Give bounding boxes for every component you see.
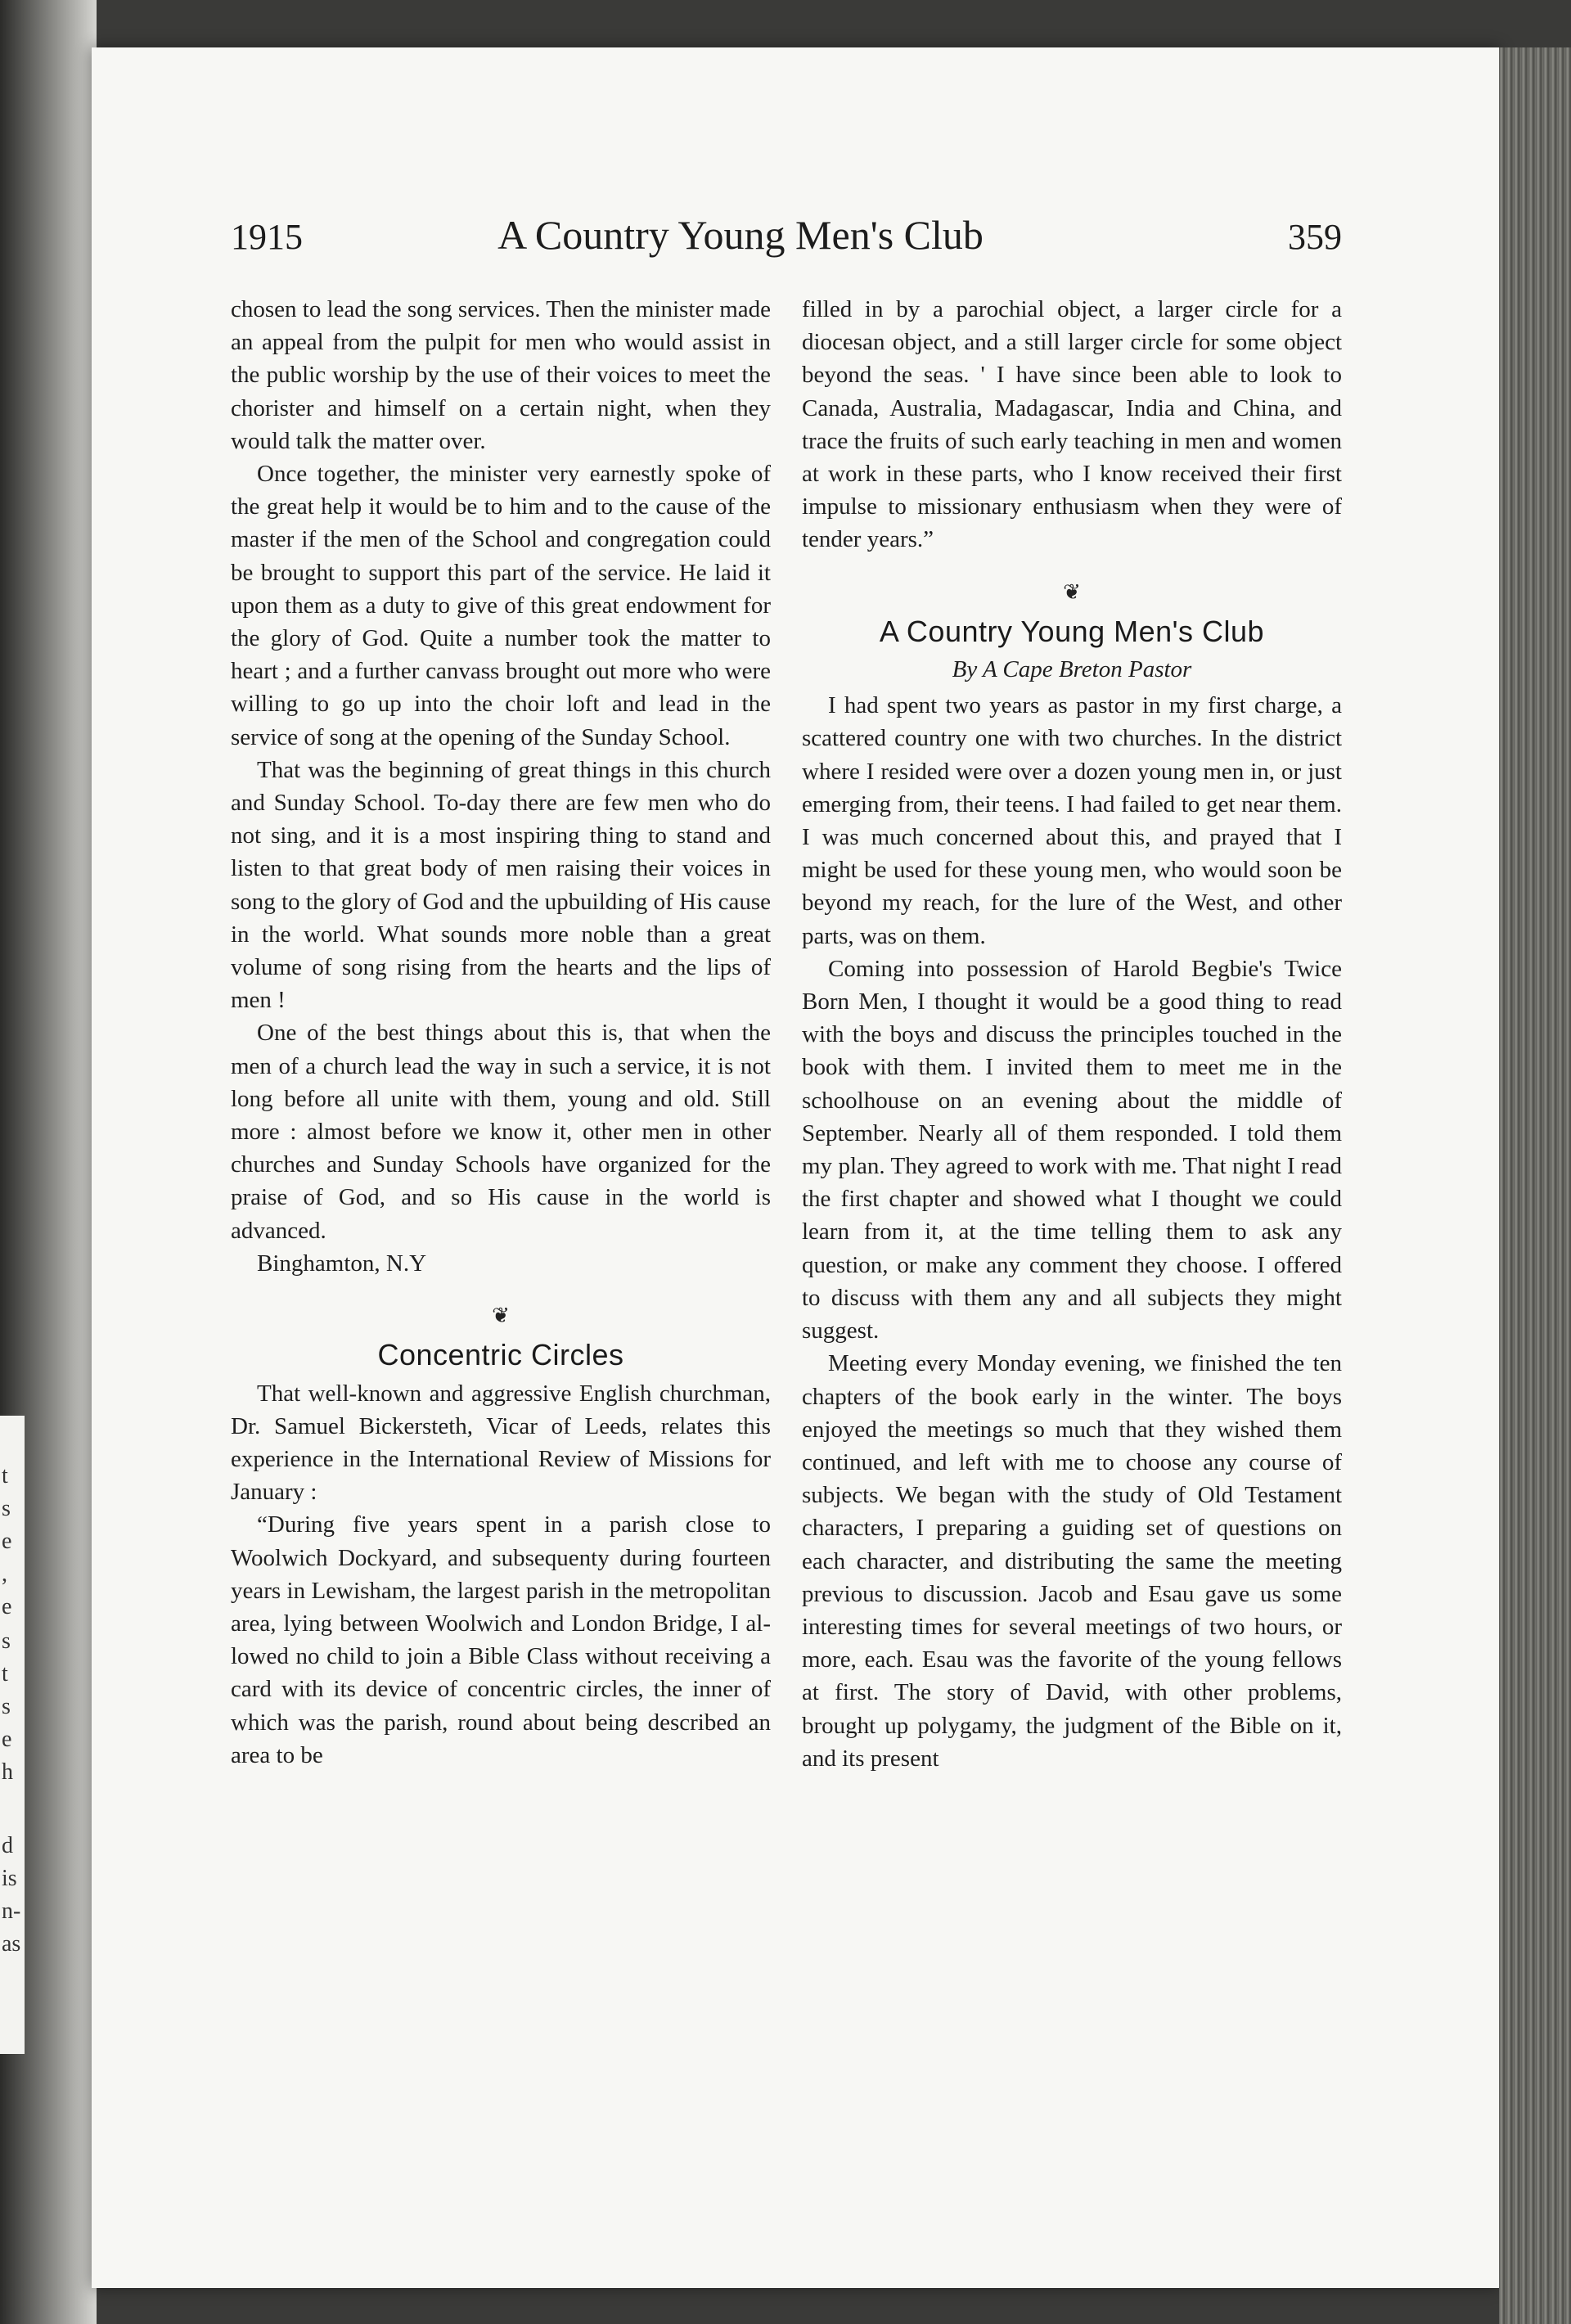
paragraph: Coming into possession of Harold Begbie's Twice Born Men, I thought it would be a good thing to read with the boys and discuss the principles touched in the book with them. I invited them to meet me in the schoolhouse on an evening about the middle of September. Nearly all of them responded. I told them my plan. They agreed to work with me. That night I read the first chapter and showed what I thought we could learn from it, at the time telling them to ask any question, or make any comment they choose. I offered to discuss with them any and all subjects they might suggest. [802, 955, 1342, 1344]
section-title: Concentric Circles [377, 1338, 624, 1372]
right-column [802, 293, 1342, 1775]
running-head-year: 1915 [231, 217, 303, 257]
paragraph: I had spent two years as pastor in my first charge, a scattered country one with two churches. In the district where I resided were over a dozen young men in, or just emerging from, their teens. I had failed to get near them. I was much concerned about this, and prayed that I might be used for these young men, who would soon be beyond my reach, for the lure of the West, and other parts, was on them. [802, 692, 1342, 949]
edge-fragment: e [2, 1594, 12, 1619]
section-title: A Country Young Men's Club [879, 614, 1265, 648]
edge-fragment: s [2, 1694, 11, 1719]
edge-fragment: d [2, 1833, 13, 1858]
book-page-stack-edge [1499, 47, 1571, 2324]
edge-fragment: n- [2, 1898, 21, 1924]
paragraph: chosen to lead the song services. Then the minister made an appeal from the pulpit for men who would assist in the public worship by the use of their voices to meet the chorister and himself on a certain night, when they would talk the matter over. [231, 296, 771, 454]
page-number: 359 [1288, 217, 1342, 257]
edge-fragment: s [2, 1628, 11, 1654]
paragraph: That was the beginning of great things in this church and Sunday School. To-day there are few men who do not sing, and it is a most inspiring thing to stand and listen to that great body of men raising their voices in song to the glory of God and the upbuilding of His cause in the world. What sounds more noble than a great volume of song rising from the hearts and the lips of men ! [231, 756, 771, 1014]
signoff-location: Binghamton, N.Y [257, 1250, 427, 1277]
paragraph: Once together, the minister very earnestly spoke of the great help it would be to him and to the cause of the master if the men of the School and congregation could be brought to support this part of the service. He laid it upon them as a duty to give of this great endowment for the glory of God. Quite a number took the matter to heart ; and a further canvass brought out more who were willing to go up into the choir loft and lead in the service of song at the opening of the Sunday School. [231, 461, 771, 750]
ornament-icon: ❦ [492, 1304, 510, 1328]
left-column [231, 293, 771, 1772]
running-head-title: A Country Young Men's Club [497, 212, 984, 258]
edge-fragment: as [2, 1931, 21, 1957]
paragraph: That well-known and aggressive English churchman, Dr. Samuel Bickersteth, Vicar of Leeds, relates this experience in the International Review of Missions for January : [231, 1380, 771, 1506]
paragraph: Meeting every Monday evening, we finished the ten chapters of the book early in the winter. The boys enjoyed the meetings so much that they wished them continued, and left with me to choose any course of subjects. We began with the study of Old Testament characters, I preparing a guiding set of questions on each character, and distributing the same the meeting previous to discussion. Jacob and Esau gave us some interesting times for several meetings of two hours, or more, each. Esau was the favorite of the young fellows at first. The story of David, with other problems, brought up polygamy, the judgment of the Bible on it, and its present [802, 1350, 1342, 1772]
edge-fragment: t [2, 1463, 8, 1489]
edge-fragment: is [2, 1866, 17, 1891]
paragraph: filled in by a parochial object, a larger circle for a diocesan object, and a still larger circle for some object beyond the seas. ' I have since been able to look to Canada, Australia, Madagascar, India and China, and trace the fruits of such early teaching in men and women at work in these parts, who I know received their first impulse to missionary enthusiasm when they were of tender years.” [802, 296, 1342, 553]
edge-fragment: e [2, 1529, 12, 1554]
edge-fragment: h [2, 1759, 13, 1785]
edge-fragment: s [2, 1496, 11, 1521]
edge-fragment: e [2, 1727, 12, 1752]
edge-fragment: t [2, 1661, 8, 1687]
previous-page-edge [0, 1416, 25, 2054]
paragraph: One of the best things about this is, that when the men of a church lead the way in such a service, it is not long before all unite with them, young and old. Still more : almost before we know it, other men in other churches and Sunday Schools have organized for the praise of God, and so His cause in the world is advanced. [231, 1020, 771, 1244]
ornament-icon: ❦ [1063, 579, 1081, 604]
paragraph: “During five years spent in a parish close to Woolwich Dockyard, and subsequenty during fourteen years in Lewisham, the largest parish in the metropolitan area, lying between Woolwich and London Bridge, I allowed no child to join a Bible Class without receiving a card with its device of concentric circles, the inner of which was the parish, round about being described an area to be [231, 1511, 771, 1768]
byline: By A Cape Breton Pastor [952, 656, 1192, 683]
edge-fragment: , [2, 1561, 7, 1587]
running-head [139, 211, 1342, 268]
